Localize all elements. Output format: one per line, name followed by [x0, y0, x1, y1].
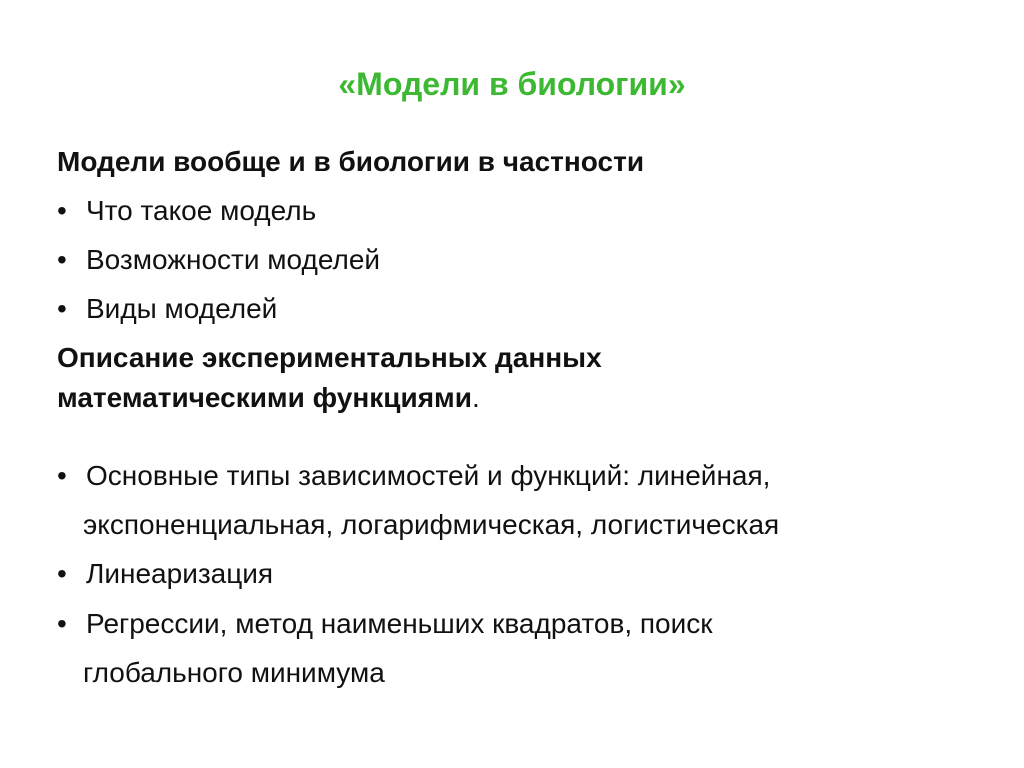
bullet-marker: •	[57, 608, 67, 639]
bullet-marker: •	[57, 460, 67, 491]
bullet-marker: •	[57, 293, 67, 324]
heading-line-1: Описание экспериментальных данных	[57, 342, 602, 373]
bullet-what-is-model	[57, 191, 316, 231]
bullet-text-continuation: глобального минимума	[83, 657, 385, 688]
bullet-text: Регрессии, метод наименьших квадратов, поиск	[86, 608, 713, 639]
bullet-model-types	[57, 289, 277, 329]
bullet-regressions	[57, 604, 713, 693]
bullet-linearization	[57, 554, 273, 594]
bullet-text: Основные типы зависимостей и функций: линейная,	[86, 460, 771, 491]
heading-period: .	[471, 382, 480, 413]
bullet-text: Виды моделей	[86, 293, 278, 324]
bullet-text: Что такое модель	[86, 195, 317, 226]
bullet-text: Возможности моделей	[86, 244, 381, 275]
section-heading-models: Модели вообще и в биологии в частности	[57, 146, 645, 177]
bullet-marker: •	[57, 195, 67, 226]
bullet-model-capabilities	[57, 240, 380, 280]
bullet-marker: •	[57, 558, 67, 589]
bullet-function-types	[57, 456, 779, 545]
heading-line-2: математическими функциями	[57, 382, 472, 413]
bullet-text: Линеаризация	[86, 558, 274, 589]
slide-title: «Модели в биологии»	[338, 66, 686, 102]
section-heading-description	[57, 338, 602, 418]
bullet-text-continuation: экспоненциальная, логарифмическая, логистическая	[83, 509, 780, 540]
bullet-marker: •	[57, 244, 67, 275]
